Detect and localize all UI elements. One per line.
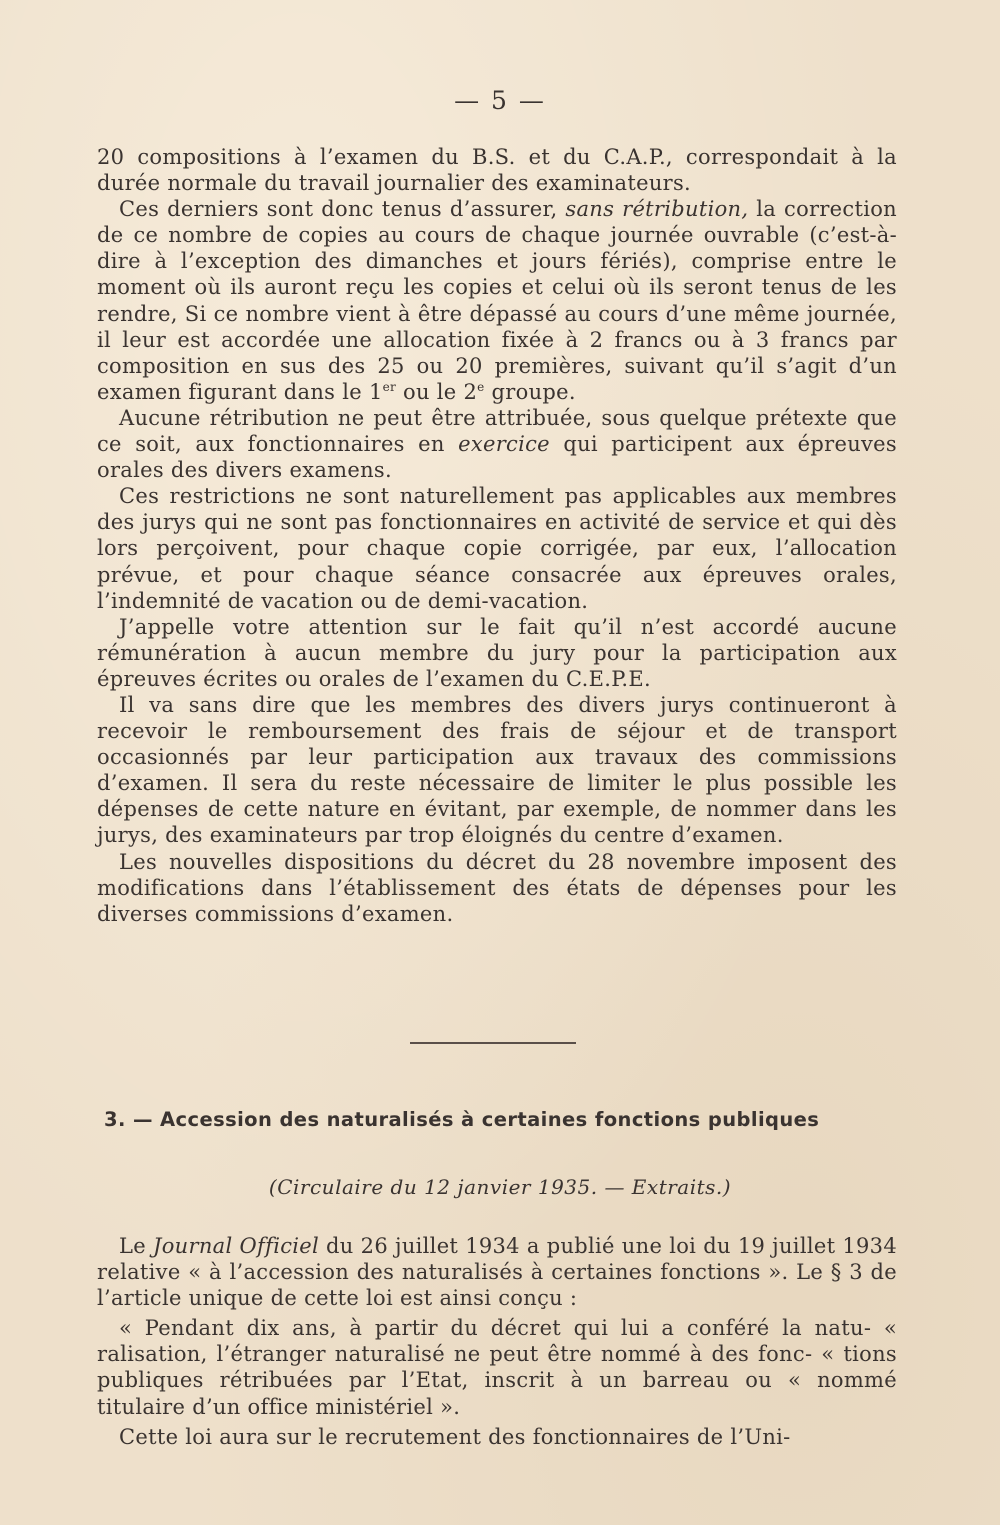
superscript-e: e (477, 379, 485, 394)
superscript-er: er (382, 379, 397, 394)
section-divider (410, 1042, 576, 1044)
journal-title: Journal Officiel (153, 1234, 320, 1258)
paragraph-2-text-d: groupe. (484, 379, 576, 404)
paragraph-9: Cette loi aura sur le recrutement des fonctionnaires de l’Uni- (119, 1424, 791, 1449)
paragraph-2-text-b: la correction de ce nombre de copies au cours de chaque journée ouvrable (c’est-à-dire à l’exception des dimanches et jours fériés), comprise entre le moment où ils auront reçu les copies et celui où ils seront tenus de les rendre, Si ce nombre vient à être dépassé au cours d’une même journée, il leur est accordée une allocation fixée à 2 francs ou à 3 francs par composition en sus des 25 ou 20 premières, suivant qu’il s’agit d’un examen figurant dans le 1 (97, 197, 897, 404)
page-number: — 5 — (454, 86, 546, 115)
paragraph-4: Ces restrictions ne sont naturellement pas applicables aux membres des jurys qui ne sont pas fonctionnaires en activité de service et qui dès lors perçoivent, pour chaque copie corrigée, par eux, l’allocation prévue, et pour chaque séance consacrée aux épreuves orales, l’indemnité de vacation ou de demi-vacation. (97, 484, 897, 613)
paragraph-8-text-b: du 26 juillet 1934 a publié une loi du 19 juillet 1934 relative « à l’accession des naturalisés à certaines fonctions ». Le § 3 de l’article unique de cette loi est ainsi conçu : (97, 1234, 897, 1311)
paragraph-3-text-b: qui participent aux épreuves orales des divers examens. (97, 432, 897, 483)
paragraph-8 (97, 1233, 897, 1311)
paragraph-3-emphasis: exercice (458, 432, 550, 457)
paragraph-5: J’appelle votre attention sur le fait qu’il n’est accordé aucune rémunération à aucun membre du jury pour la participation aux épreuves écrites ou orales de l’examen du C.E.P.E. (97, 614, 897, 691)
law-quote: « Pendant dix ans, à partir du décret qui lui a conféré la natu- « ralisation, l’étranger naturalisé ne peut être nommé à des fonc- « tions publiques rétribuées par l’Etat, inscrit à un barreau ou « nommé titulaire d’un office ministériel ». (97, 1316, 897, 1419)
section-1-body (97, 144, 897, 927)
paragraph-7: Les nouvelles dispositions du décret du 28 novembre imposent des modifications dans l’établissement des états de dépenses pour les diverses commissions d’examen. (97, 849, 897, 926)
paragraph-2-text-c: ou le 2 (396, 379, 478, 404)
paragraph-3 (97, 405, 897, 483)
section-heading: 3. — Accession des naturalisés à certaines fonctions publiques (104, 1108, 820, 1131)
paragraph-2 (97, 196, 897, 405)
paragraph-1: 20 compositions à l’examen du B.S. et du C.A.P., correspondait à la durée normale du travail journalier des examinateurs. (97, 145, 897, 196)
paragraph-2-emphasis: sans rétribution, (565, 197, 749, 222)
paragraph-3-text-a: Aucune rétribution ne peut être attribuée, sous quelque prétexte que ce soit, aux fonctionnaires en (97, 405, 897, 457)
paragraph-2-text-a: Ces derniers sont donc tenus d’assurer, (119, 197, 566, 222)
paragraph-6: Il va sans dire que les membres des divers jurys continueront à recevoir le remboursement des frais de séjour et de transport occasionnés par leur participation aux travaux des commissions d’examen. Il sera du reste nécessaire de limiter le plus possible les dépenses de cette nature en évitant, par exemple, de nommer dans les jurys, des examinateurs par trop éloignés du centre d’examen. (97, 692, 897, 848)
section-2-body (97, 1233, 897, 1450)
paragraph-8-text-a: Le (119, 1234, 154, 1258)
section-subheading: (Circulaire du 12 janvier 1935. — Extraits.) (268, 1175, 732, 1199)
